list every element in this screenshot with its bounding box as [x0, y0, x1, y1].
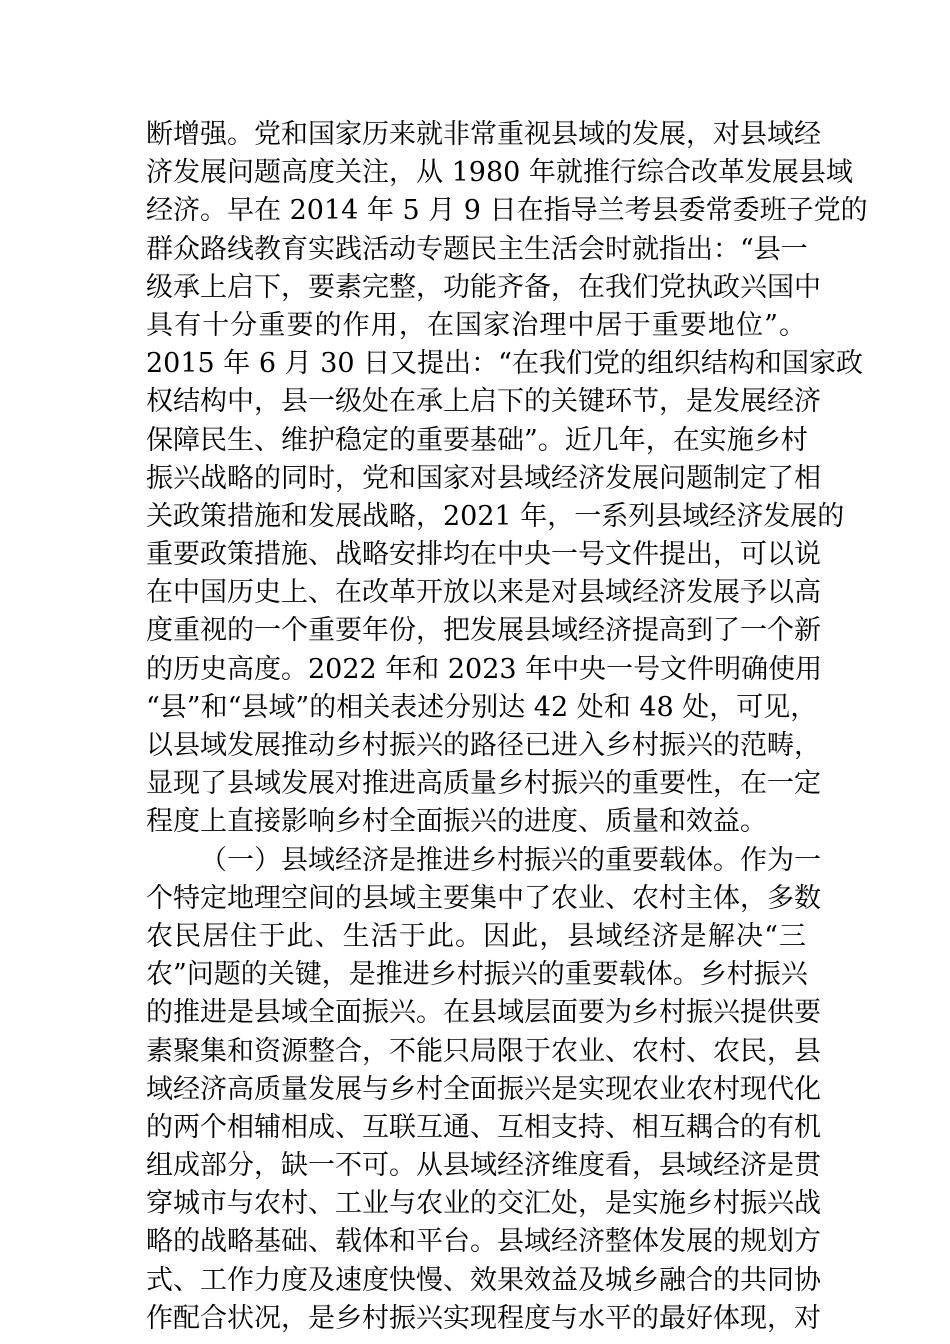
text-line: 权结构中，县一级处在承上启下的关键环节，是发展经济	[146, 386, 821, 418]
document-body	[146, 116, 868, 1338]
text-line: 振兴战略的同时，党和国家对县域经济发展问题制定了相	[146, 462, 821, 494]
text-line: 显现了县域发展对推进高质量乡村振兴的重要性，在一定	[146, 768, 821, 800]
text-line: 农”问题的关键，是推进乡村振兴的重要载体。乡村振兴	[146, 959, 808, 991]
text-line: 具有十分重要的作用，在国家治理中居于重要地位”。	[146, 309, 806, 341]
paragraph-2	[146, 842, 821, 1338]
text-line: 素聚集和资源整合，不能只局限于农业、农村、农民，县	[146, 1035, 821, 1067]
text-line: 济发展问题高度关注，从 1980 年就推行综合改革发展县域	[146, 157, 853, 189]
text-line: 农民居住于此、生活于此。因此，县域经济是解决“三	[146, 920, 806, 952]
paragraph-1	[146, 116, 868, 842]
text-line: 穿城市与农村、工业与农业的交汇处，是实施乡村振兴战	[146, 1188, 821, 1220]
text-line: 断增强。党和国家历来就非常重视县域的发展，对县域经	[146, 119, 821, 150]
text-line: 略的战略基础、载体和平台。县域经济整体发展的规划方	[146, 1226, 821, 1258]
text-line: （一）县域经济是推进乡村振兴的重要载体。作为一	[200, 844, 821, 876]
text-line: “县”和“县域”的相关表述分别达 42 处和 48 处，可见，	[146, 691, 818, 723]
text-line: 级承上启下，要素完整，功能齐备，在我们党执政兴国中	[146, 271, 821, 303]
text-line: 重要政策措施、战略安排均在中央一号文件提出，可以说	[146, 539, 821, 571]
text-line: 度重视的一个重要年份，把发展县域经济提高到了一个新	[146, 615, 821, 647]
text-line: 式、工作力度及速度快慢、效果效益及城乡融合的共同协	[146, 1264, 821, 1296]
text-line: 以县域发展推动乡村振兴的路径已进入乡村振兴的范畴，	[146, 730, 821, 761]
text-line: 在中国历史上、在改革开放以来是对县域经济发展予以高	[146, 577, 821, 609]
text-line: 的历史高度。2022 年和 2023 年中央一号文件明确使用	[146, 653, 823, 685]
text-line: 的两个相辅相成、互联互通、互相支持、相互耦合的有机	[146, 1111, 821, 1143]
text-line: 的推进是县域全面振兴。在县域层面要为乡村振兴提供要	[146, 997, 821, 1029]
text-line: 保障民生、维护稳定的重要基础”。近几年，在实施乡村	[146, 424, 808, 456]
text-line: 关政策措施和发展战略，2021 年，一系列县域经济发展的	[146, 500, 845, 532]
text-line: 群众路线教育实践活动专题民主生活会时就指出：“县一	[146, 233, 808, 265]
text-line: 程度上直接影响乡村全面振兴的进度、质量和效益。	[146, 806, 767, 838]
text-line: 作配合状况，是乡村振兴实现程度与水平的最好体现，对	[146, 1302, 821, 1334]
text-line: 2015 年 6 月 30 日又提出：“在我们党的组织结构和国家政	[146, 348, 863, 380]
text-line: 经济。早在 2014 年 5 月 9 日在指导兰考县委常委班子党的	[146, 195, 868, 227]
text-line: 组成部分，缺一不可。从县域经济维度看，县域经济是贯	[146, 1150, 821, 1182]
text-line: 个特定地理空间的县域主要集中了农业、农村主体，多数	[146, 882, 821, 914]
text-line: 域经济高质量发展与乡村全面振兴是实现农业农村现代化	[146, 1073, 821, 1105]
